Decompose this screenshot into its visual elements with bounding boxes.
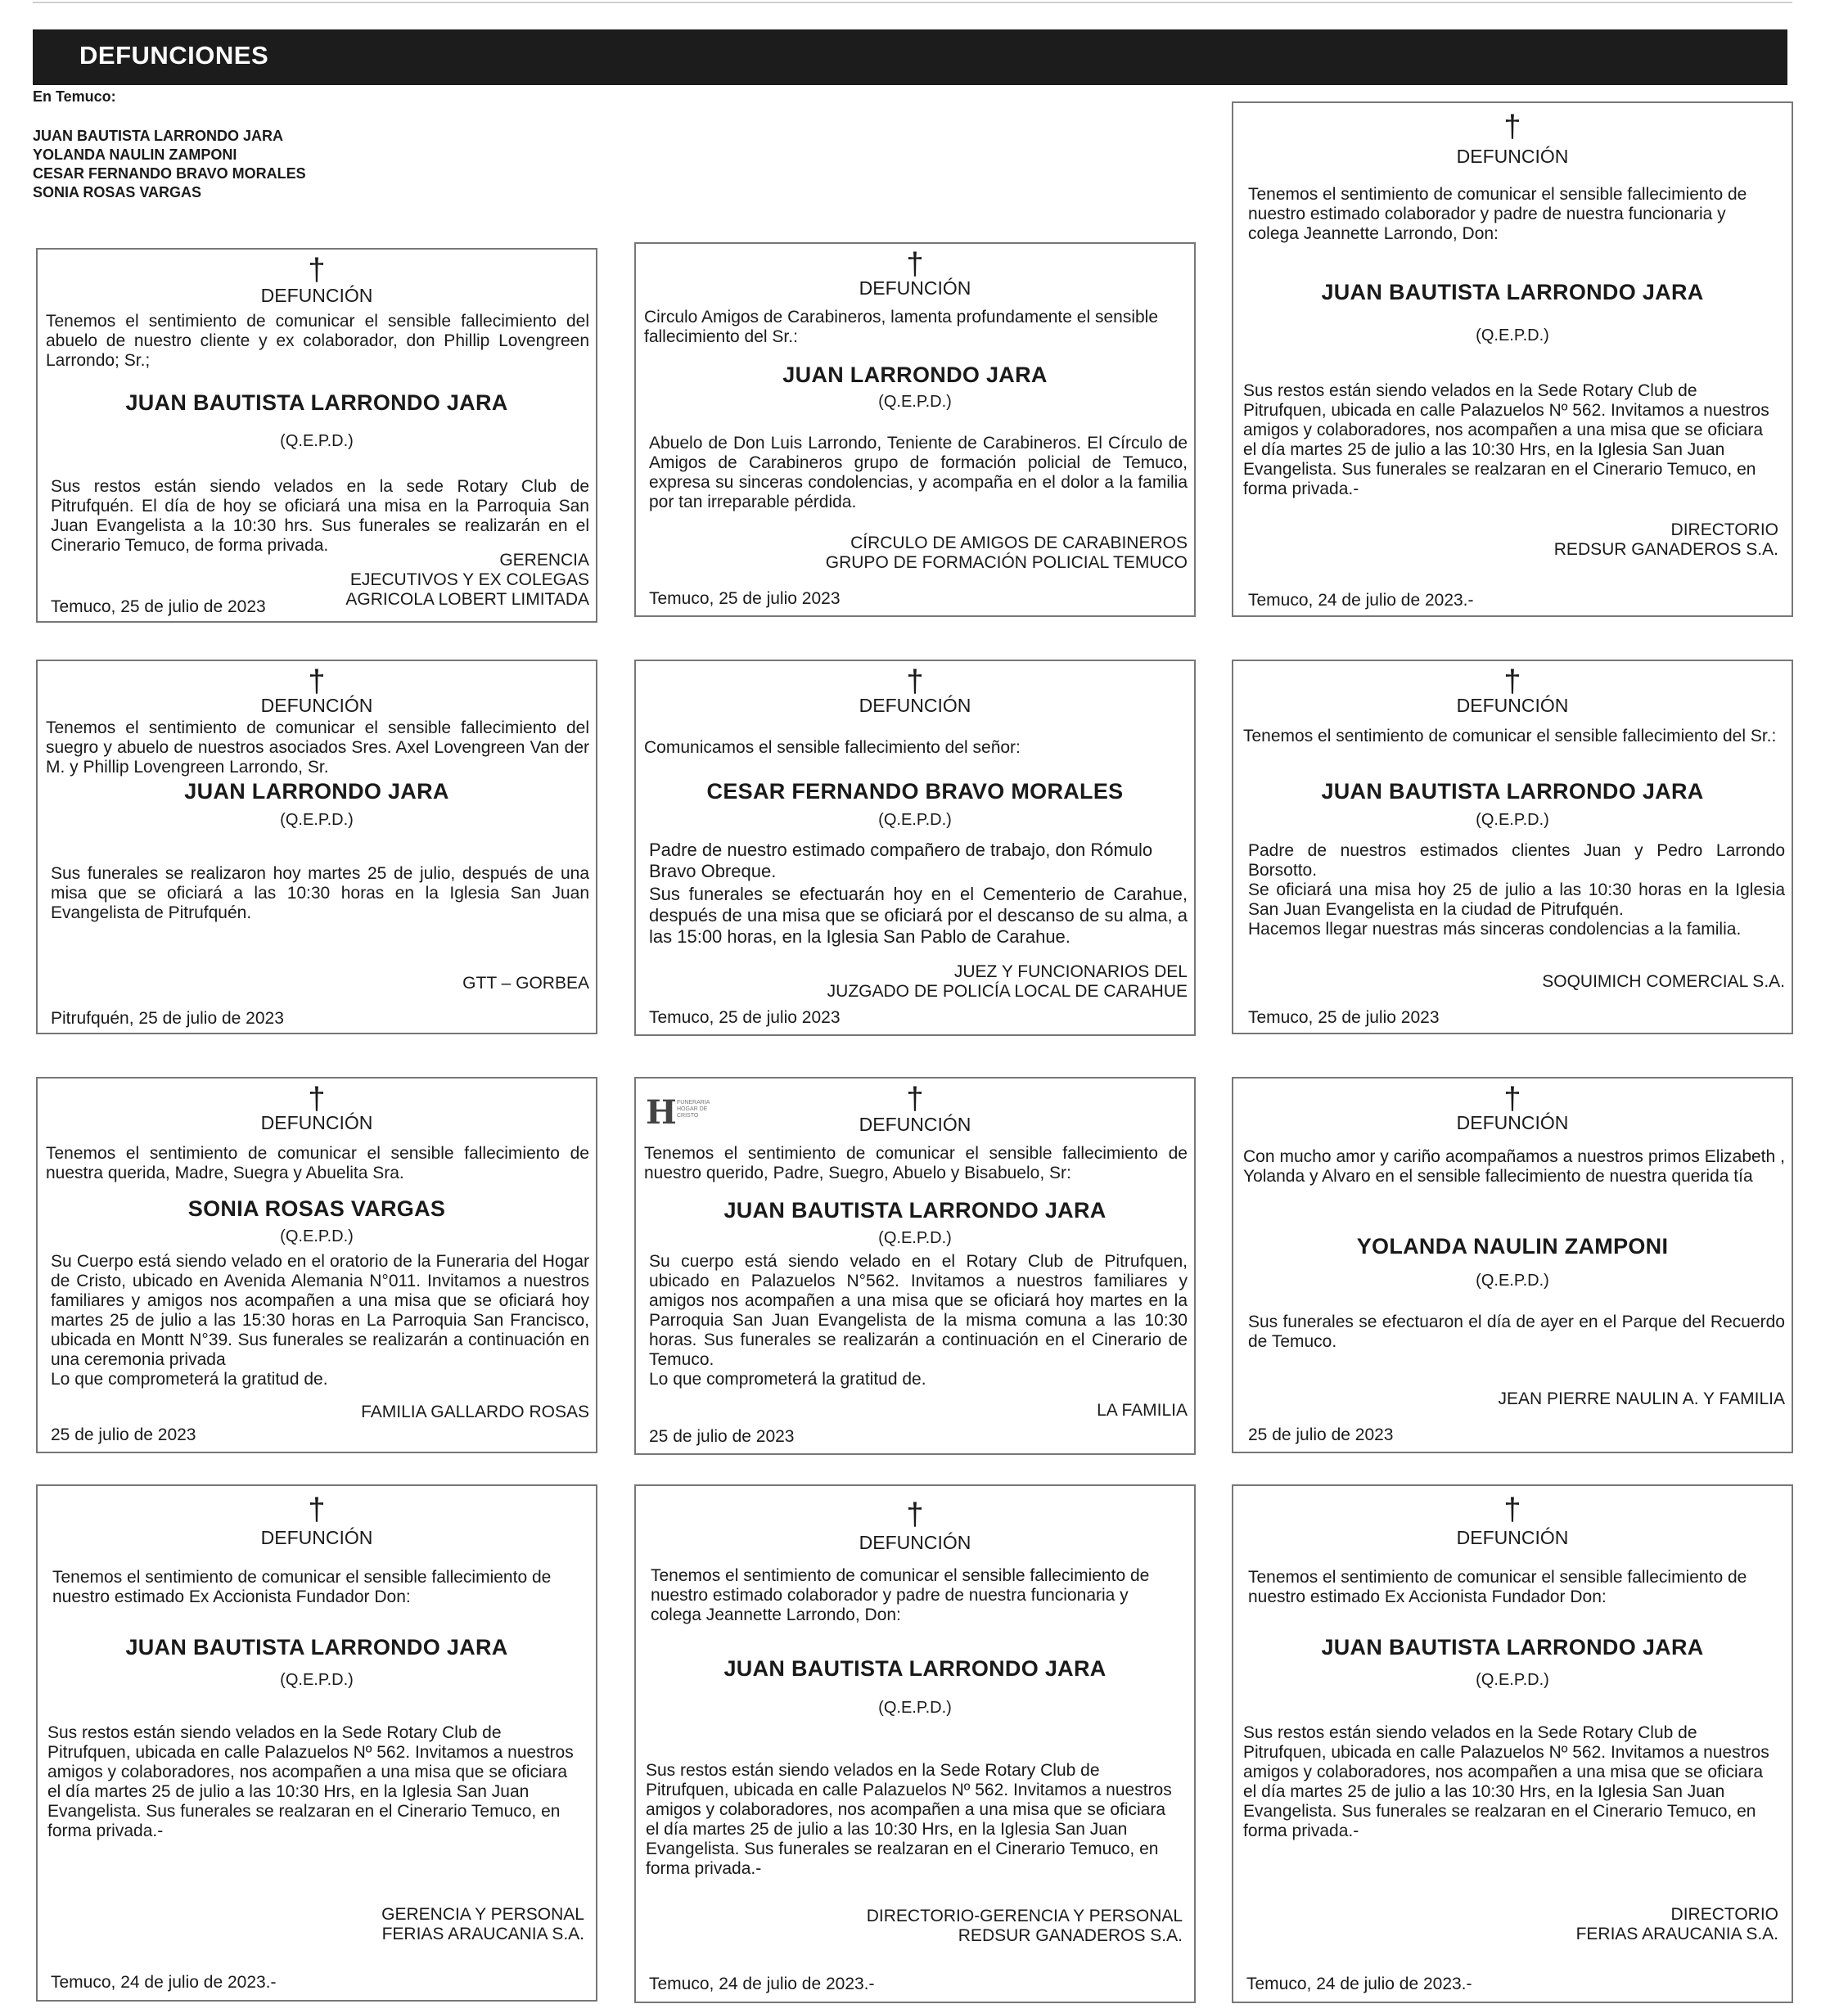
card-body: Sus restos están siendo velados en la Sede Rotary Club de Pitrufquen, ubicada en calle Palazuelos Nº 562. Invitamos a nuestros amigos y colaboradores, nos acompañen a una misa que se oficiara el día martes 25 de julio a las 10:30 Hrs, en la Iglesia San Juan Evangelista. Sus funerales se realzaran en el Cinerario Temuco, en forma privada.- <box>47 1723 574 1840</box>
obituary-card <box>36 660 597 1034</box>
card-intro: Tenemos el sentimiento de comunicar el sensible fallecimiento del abuelo de nuestro cliente y ex colaborador, don Phillip Lovengreen Larrondo; Sr.; <box>46 312 589 370</box>
cross-icon: † <box>308 664 326 699</box>
card-date: Temuco, 25 de julio 2023 <box>649 1008 841 1027</box>
card-body: Sus funerales se realizaron hoy martes 25 de julio, después de una misa que se oficiará a las 10:30 horas en la Iglesia San Juan Evangelista de Pitrufquén. <box>51 864 589 922</box>
deceased-name-heading: JUAN LARRONDO JARA <box>782 363 1048 387</box>
card-body: Hacemos llegar nuestras más sinceras condolencias a la familia. <box>1248 920 1742 939</box>
card-closing: Lo que comprometerá la gratitud de. <box>649 1370 926 1389</box>
signature-line: DIRECTORIO <box>1670 1905 1778 1924</box>
card-title: DEFUNCIÓN <box>1456 1527 1569 1548</box>
qepd-label: (Q.E.P.D.) <box>280 811 354 829</box>
obituary-card <box>634 242 1196 617</box>
signature-line: JUZGADO DE POLICÍA LOCAL DE CARAHUE <box>827 982 1188 1001</box>
card-date: Temuco, 25 de julio 2023 <box>1248 1008 1440 1027</box>
card-body: Sus restos están siendo velados en la Sede Rotary Club de Pitrufquen, ubicada en calle Palazuelos Nº 562. Invitamos a nuestros amigos y colaboradores, nos acompañen a una misa que se oficiara el día martes 25 de julio a las 10:30 Hrs, en la Iglesia San Juan Evangelista. Sus funerales se realzaran en el Cinerario Temuco, en forma privada.- <box>646 1761 1172 1878</box>
card-title: DEFUNCIÓN <box>260 1112 373 1133</box>
cross-icon: † <box>1503 1082 1521 1116</box>
signature-line: REDSUR GANADEROS S.A. <box>958 1926 1183 1945</box>
card-signature <box>1097 1401 1188 1421</box>
card-intro: Tenemos el sentimiento de comunicar el sensible fallecimiento de nuestra querida, Madre, Suegra y Abuelita Sra. <box>46 1144 589 1182</box>
card-body: Su cuerpo está siendo velado en el Rotary Club de Pitrufquen, ubicado en Palazuelos N°562. Invitamos a nuestros familiares y amigos nos acompañen a una misa que se oficiará hoy martes en la Parroquia San Juan Evangelista de la misma comuna a las 10:30 horas. Sus funerales se realizarán a continuación en el Cinerario de Temuco. <box>649 1252 1188 1369</box>
card-signature <box>867 1907 1183 1946</box>
deceased-name-heading: YOLANDA NAULIN ZAMPONI <box>1356 1234 1669 1259</box>
card-title: DEFUNCIÓN <box>859 695 971 716</box>
card-signature <box>345 551 589 610</box>
deceased-name-heading: CESAR FERNANDO BRAVO MORALES <box>706 779 1124 804</box>
logo-mark: H <box>646 1093 677 1132</box>
signature-line: FERIAS ARAUCANIA S.A. <box>1575 1925 1778 1943</box>
qepd-label: (Q.E.P.D.) <box>878 393 952 411</box>
qepd-label: (Q.E.P.D.) <box>280 432 354 450</box>
card-date: Temuco, 24 de julio de 2023.- <box>51 1973 277 1992</box>
card-intro: Tenemos el sentimiento de comunicar el sensible fallecimiento de nuestro estimado colaborador y padre de nuestra funcionaria y colega Jeannette Larrondo, Don: <box>1248 185 1747 243</box>
card-date: 25 de julio de 2023 <box>51 1425 196 1444</box>
signature-line: LA FAMILIA <box>1097 1401 1188 1420</box>
signature-line: GTT – GORBEA <box>462 974 589 993</box>
card-body: Sus restos están siendo velados en la Sede Rotary Club de Pitrufquen, ubicada en calle Palazuelos Nº 562. Invitamos a nuestros amigos y colaboradores, nos acompañen a una misa que se oficiara el día martes 25 de julio a las 10:30 Hrs, en la Iglesia San Juan Evangelista. Sus funerales se realzaran en el Cinerario Temuco, en forma privada.- <box>1243 381 1769 498</box>
obituary-card <box>1232 101 1793 617</box>
qepd-label: (Q.E.P.D.) <box>1476 811 1549 829</box>
card-title: DEFUNCIÓN <box>859 277 971 299</box>
section-title: DEFUNCIONES <box>79 41 269 70</box>
card-signature <box>1554 520 1778 560</box>
card-title: DEFUNCIÓN <box>1456 146 1569 167</box>
cross-icon: † <box>308 1082 326 1116</box>
signature-line: DIRECTORIO-GERENCIA Y PERSONAL <box>866 1907 1183 1925</box>
deceased-name-heading: JUAN BAUTISTA LARRONDO JARA <box>723 1656 1107 1681</box>
section-header <box>33 29 1787 85</box>
obituary-card <box>36 1077 597 1453</box>
card-intro: Tenemos el sentimiento de comunicar el sensible fallecimiento de nuestro estimado colaborador y padre de nuestra funcionaria y colega Jeannette Larrondo, Don: <box>651 1566 1150 1624</box>
card-date: Temuco, 25 de julio de 2023 <box>51 597 266 616</box>
obituary-card <box>1232 1484 1793 2003</box>
card-title: DEFUNCIÓN <box>260 1527 373 1548</box>
qepd-label: (Q.E.P.D.) <box>1476 1272 1549 1290</box>
qepd-label: (Q.E.P.D.) <box>878 1229 952 1247</box>
card-signature <box>826 534 1188 573</box>
qepd-label: (Q.E.P.D.) <box>280 1227 354 1245</box>
signature-line: GERENCIA <box>499 551 589 570</box>
card-date: 25 de julio de 2023 <box>1248 1425 1394 1444</box>
card-closing: Lo que comprometerá la gratitud de. <box>51 1370 328 1389</box>
card-intro: Tenemos el sentimiento de comunicar el sensible fallecimiento de nuestro estimado Ex Accionista Fundador Don: <box>52 1568 552 1606</box>
card-body: Sus restos están siendo velados en la sede Rotary Club de Pitrufquén. El día de hoy se oficiará una misa en la Parroquia San Juan Evangelista a la 10:30 hrs. Sus funerales se realizarán en el Cinerario Temuco, de forma privada. <box>51 477 589 555</box>
card-date: Temuco, 24 de julio de 2023.- <box>649 1975 875 1993</box>
card-signature <box>1542 972 1785 992</box>
qepd-label: (Q.E.P.D.) <box>878 1699 952 1717</box>
card-body: Se oficiará una misa hoy 25 de julio a las 10:30 horas en la Iglesia San Juan Evangelista en la ciudad de Pitrufquén. <box>1248 880 1785 919</box>
deceased-name-heading: JUAN LARRONDO JARA <box>184 779 449 804</box>
signature-line: EJECUTIVOS Y EX COLEGAS <box>349 570 589 589</box>
signature-line: DIRECTORIO <box>1670 520 1778 539</box>
signature-line: FERIAS ARAUCANIA S.A. <box>381 1925 584 1943</box>
deceased-name: YOLANDA NAULIN ZAMPONI <box>33 146 237 163</box>
card-title: DEFUNCIÓN <box>260 695 373 716</box>
signature-line: GERENCIA Y PERSONAL <box>381 1905 584 1924</box>
card-title: DEFUNCIÓN <box>859 1114 971 1135</box>
card-body: Padre de nuestros estimados clientes Juan y Pedro Larrondo Borsotto. <box>1248 841 1785 880</box>
card-body: Sus funerales se efectuarán hoy en el Cementerio de Carahue, después de una misa que se oficiará por el descanso de su alma, a las 15:00 horas, en la Iglesia San Pablo de Carahue. <box>649 884 1188 947</box>
card-date: 25 de julio de 2023 <box>649 1427 795 1446</box>
card-intro: Con mucho amor y cariño acompañamos a nuestros primos Elizabeth , Yolanda y Alvaro en el sensible fallecimiento de nuestra querida tía <box>1243 1147 1785 1186</box>
card-date: Temuco, 24 de julio de 2023.- <box>1246 1975 1472 1993</box>
card-body: Sus funerales se efectuaron el día de ayer en el Parque del Recuerdo de Temuco. <box>1248 1313 1785 1351</box>
cross-icon: † <box>906 664 924 699</box>
top-rule <box>33 2 1792 3</box>
card-intro: Tenemos el sentimiento de comunicar el sensible fallecimiento de nuestro querido, Padre, Suegro, Abuelo y Bisabuelo, Sr: <box>644 1144 1188 1182</box>
qepd-label: (Q.E.P.D.) <box>280 1671 354 1689</box>
signature-line: GRUPO DE FORMACIÓN POLICIAL TEMUCO <box>825 553 1188 572</box>
card-signature <box>462 974 589 993</box>
card-title: DEFUNCIÓN <box>1456 1112 1569 1133</box>
signature-line: JEAN PIERRE NAULIN A. Y FAMILIA <box>1498 1389 1785 1408</box>
deceased-name: JUAN BAUTISTA LARRONDO JARA <box>33 128 283 144</box>
card-title: DEFUNCIÓN <box>1456 695 1569 716</box>
deceased-name-heading: JUAN BAUTISTA LARRONDO JARA <box>125 1635 508 1659</box>
card-body: Abuelo de Don Luis Larrondo, Teniente de Carabineros. El Círculo de Amigos de Carabineros grupo de formación policial de Temuco, expresa su sinceras condolencias, y acompaña en el dolor a la familia por tan irreparable pérdida. <box>649 434 1188 511</box>
card-intro: Tenemos el sentimiento de comunicar el sensible fallecimiento de nuestro estimado Ex Accionista Fundador Don: <box>1248 1568 1747 1606</box>
card-signature <box>1498 1389 1785 1409</box>
deceased-name-heading: JUAN BAUTISTA LARRONDO JARA <box>1321 1635 1704 1659</box>
card-signature <box>381 1905 584 1944</box>
deceased-name-heading: JUAN BAUTISTA LARRONDO JARA <box>1321 779 1704 804</box>
card-title: DEFUNCIÓN <box>260 285 373 306</box>
cross-icon: † <box>906 247 924 281</box>
location-subhead: En Temuco: <box>33 88 116 105</box>
qepd-label: (Q.E.P.D.) <box>878 811 952 829</box>
signature-line: FAMILIA GALLARDO ROSAS <box>361 1403 589 1421</box>
obituary-card <box>1232 1077 1793 1453</box>
deceased-name-heading: JUAN BAUTISTA LARRONDO JARA <box>125 390 508 415</box>
logo-text: FUNERARIA HOGAR DE CRISTO <box>677 1100 710 1119</box>
card-intro: Tenemos el sentimiento de comunicar el sensible fallecimiento del Sr.: <box>1243 727 1777 745</box>
card-body: Su Cuerpo está siendo velado en el oratorio de la Funeraria del Hogar de Cristo, ubicado en Avenida Alemania N°011. Invitamos a nuestros familiares y amigos nos acompañen a una misa que se oficiará hoy martes 25 de julio a las 15:30 horas en La Parroquia San Francisco, ubicada en Montt N°39. Sus funerales se realizarán a continuación en una ceremonia privada <box>51 1252 589 1369</box>
obituary-card <box>634 660 1196 1036</box>
obituary-card <box>36 248 597 623</box>
card-body: Sus restos están siendo velados en la Sede Rotary Club de Pitrufquen, ubicada en calle Palazuelos Nº 562. Invitamos a nuestros amigos y colaboradores, nos acompañen a una misa que se oficiara el día martes 25 de julio a las 10:30 Hrs, en la Iglesia San Juan Evangelista. Sus funerales se realzaran en el Cinerario Temuco, en forma privada.- <box>1243 1723 1769 1840</box>
obituary-card <box>634 1484 1196 2003</box>
obituary-card <box>36 1484 597 2002</box>
cross-icon: † <box>1503 664 1521 699</box>
card-intro: Tenemos el sentimiento de comunicar el sensible fallecimiento del suegro y abuelo de nuestros asociados Sres. Axel Lovengreen Van der M. y Phillip Lovengreen Larrondo, Sr. <box>46 718 589 777</box>
card-date: Temuco, 25 de julio 2023 <box>649 589 841 608</box>
card-date: Temuco, 24 de julio de 2023.- <box>1248 591 1474 610</box>
signature-line: CÍRCULO DE AMIGOS DE CARABINEROS <box>850 534 1188 552</box>
cross-icon: † <box>906 1497 924 1532</box>
obituary-card <box>1232 660 1793 1034</box>
obituary-card <box>634 1077 1196 1455</box>
signature-line: AGRICOLA LOBERT LIMITADA <box>345 590 589 609</box>
card-title: DEFUNCIÓN <box>859 1532 971 1553</box>
card-body: Padre de nuestro estimado compañero de trabajo, don Rómulo Bravo Obreque. <box>649 840 1153 881</box>
qepd-label: (Q.E.P.D.) <box>1476 1671 1549 1689</box>
deceased-name-heading: SONIA ROSAS VARGAS <box>187 1196 446 1221</box>
cross-icon: † <box>308 1493 326 1527</box>
signature-line: SOQUIMICH COMERCIAL S.A. <box>1542 972 1785 991</box>
deceased-name-heading: JUAN BAUTISTA LARRONDO JARA <box>1321 280 1704 304</box>
deceased-list <box>33 127 306 202</box>
cross-icon: † <box>308 253 326 287</box>
card-signature <box>827 962 1188 1002</box>
qepd-label: (Q.E.P.D.) <box>1476 326 1549 345</box>
card-date: Pitrufquén, 25 de julio de 2023 <box>51 1009 284 1028</box>
card-intro: Circulo Amigos de Carabineros, lamenta profundamente el sensible fallecimiento del Sr.: <box>644 308 1159 346</box>
deceased-name: CESAR FERNANDO BRAVO MORALES <box>33 165 306 182</box>
cross-icon: † <box>906 1082 924 1116</box>
signature-line: JUEZ Y FUNCIONARIOS DEL <box>953 962 1188 981</box>
signature-line: REDSUR GANADEROS S.A. <box>1553 540 1778 559</box>
deceased-name-heading: JUAN BAUTISTA LARRONDO JARA <box>723 1198 1107 1223</box>
deceased-name: SONIA ROSAS VARGAS <box>33 184 202 200</box>
card-intro: Comunicamos el sensible fallecimiento del señor: <box>644 738 1021 757</box>
cross-icon: † <box>1503 110 1521 144</box>
card-signature <box>1576 1905 1778 1944</box>
card-signature <box>361 1403 589 1422</box>
cross-icon: † <box>1503 1493 1521 1527</box>
